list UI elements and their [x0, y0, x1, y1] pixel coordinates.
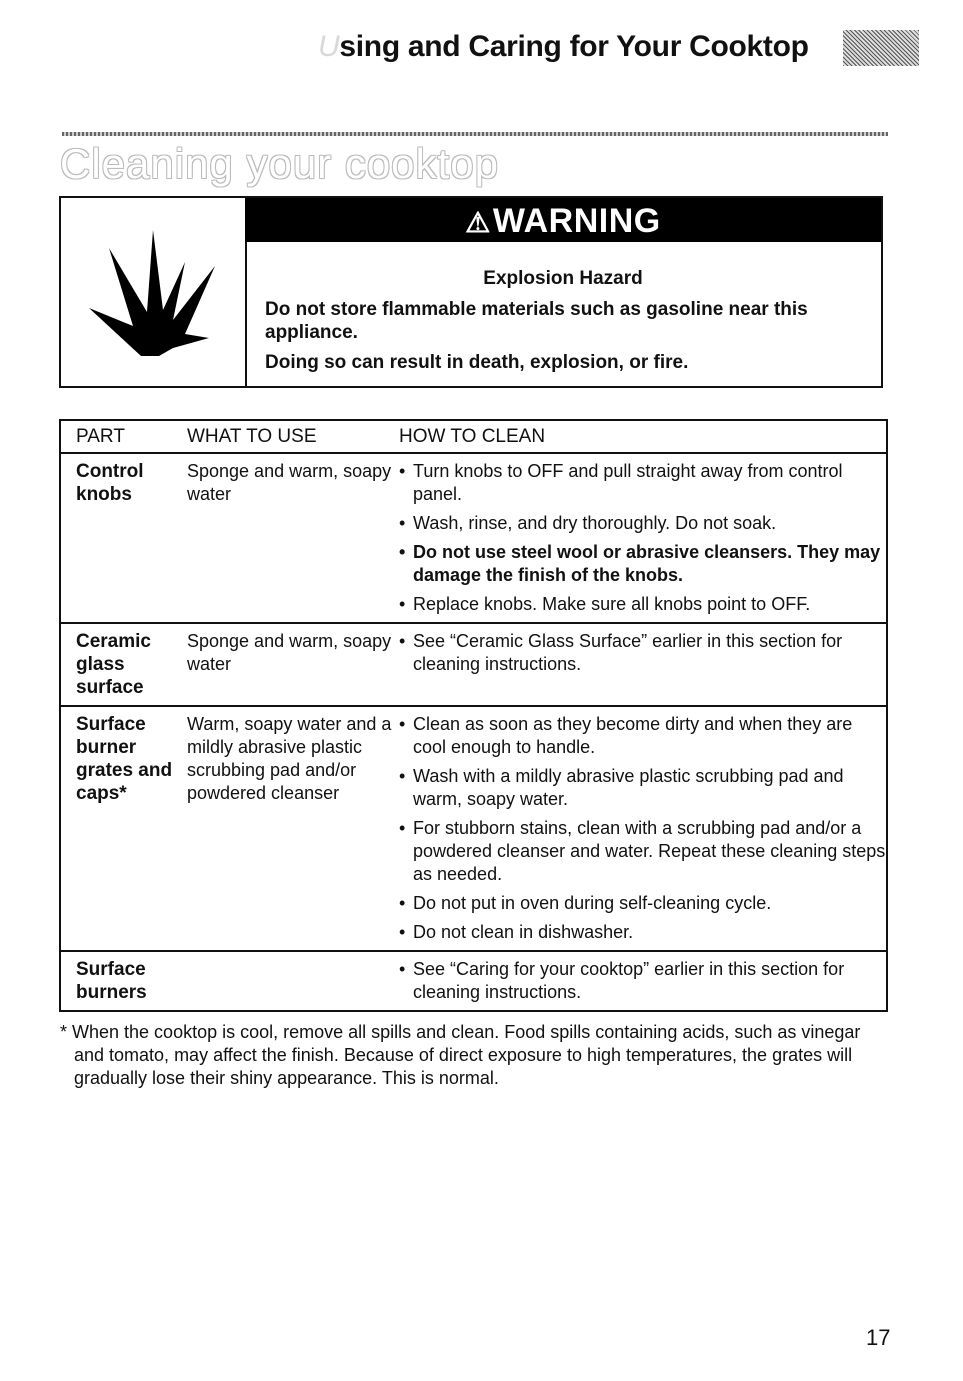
bullet-icon: • — [399, 594, 406, 614]
warning-icon-cell — [61, 198, 247, 386]
table-header — [61, 421, 886, 454]
instruction-text: Wash, rinse, and dry thoroughly. Do not soak. — [413, 513, 777, 533]
what-to-use-cell — [187, 958, 399, 1004]
instruction-list — [399, 460, 886, 616]
bullet-icon: • — [399, 461, 406, 481]
what-to-use-cell: Sponge and warm, soapy water — [187, 461, 392, 504]
warning-banner — [245, 198, 881, 242]
hazard-title: Explosion Hazard — [483, 268, 643, 289]
section-divider — [62, 132, 888, 136]
instruction-text: Do not clean in dishwasher. — [413, 922, 634, 942]
table-body — [61, 454, 886, 1010]
how-to-clean-cell — [399, 713, 886, 944]
bullet-icon: • — [399, 714, 406, 734]
instruction-list — [399, 958, 886, 1004]
bullet-icon: • — [399, 542, 406, 562]
instruction-item — [399, 713, 886, 759]
warning-line: Do not store flammable materials such as gasoline near this appliance. — [265, 299, 808, 343]
bullet-icon: • — [399, 959, 406, 979]
instruction-item — [399, 892, 886, 915]
how-to-clean-cell — [399, 460, 886, 616]
table-row — [61, 707, 886, 952]
instruction-item — [399, 958, 886, 1004]
column-header-part: PART — [76, 426, 125, 447]
bullet-icon: • — [399, 766, 406, 786]
instruction-item — [399, 921, 886, 944]
page-number: 17 — [866, 1325, 891, 1350]
footnote: * When the cooktop is cool, remove all spills and clean. Food spills containing acids, such as vinegar and tomato, may affect the finish. Because of direct exposure to high temperatures, the grates will gradually lose their shiny appearance. This is normal. — [60, 1022, 861, 1088]
instruction-text: Do not use steel wool or abrasive cleansers. They may damage the finish of the knobs. — [413, 542, 881, 585]
part-cell: Surface burner grates and caps* — [76, 714, 173, 804]
header-pattern-decoration — [843, 30, 919, 66]
warning-banner-text: WARNING — [492, 202, 661, 240]
instruction-item — [399, 593, 886, 616]
section-heading: Cleaning your cooktop — [60, 140, 499, 187]
instruction-item — [399, 512, 886, 535]
instruction-item — [399, 541, 886, 587]
table-row — [61, 454, 886, 624]
table-row — [61, 952, 886, 1010]
header-drop-cap: U — [318, 30, 340, 63]
bullet-icon: • — [399, 513, 406, 533]
warning-line: Doing so can result in death, explosion, or fire. — [265, 352, 689, 373]
what-to-use-cell: Sponge and warm, soapy water — [187, 631, 392, 674]
cleaning-table — [59, 419, 888, 1012]
instruction-text: See “Caring for your cooktop” earlier in this section for cleaning instructions. — [413, 959, 845, 1002]
instruction-list — [399, 630, 886, 676]
header-title-text: sing and Caring for Your Cooktop — [339, 30, 809, 63]
warning-box — [59, 196, 883, 388]
instruction-text: Clean as soon as they become dirty and when they are cool enough to handle. — [413, 714, 853, 757]
what-to-use-cell: Warm, soapy water and a mildly abrasive plastic scrubbing pad and/or powdered cleanser — [187, 714, 392, 803]
table-row — [61, 624, 886, 707]
bullet-icon: • — [399, 893, 406, 913]
bullet-icon: • — [399, 818, 406, 838]
warning-triangle-icon: ⚠ — [465, 207, 491, 238]
instruction-text: Turn knobs to OFF and pull straight away from control panel. — [413, 461, 843, 504]
instruction-item — [399, 817, 886, 886]
instruction-item — [399, 460, 886, 506]
instruction-text: For stubborn stains, clean with a scrubbing pad and/or a powdered cleanser and water. Repeat these cleaning steps as needed. — [413, 818, 886, 884]
warning-text — [265, 298, 865, 381]
instruction-text: Wash with a mildly abrasive plastic scrubbing pad and warm, soapy water. — [413, 766, 844, 809]
bullet-icon: • — [399, 631, 406, 651]
instruction-text: Replace knobs. Make sure all knobs point to OFF. — [413, 594, 811, 614]
instruction-list — [399, 713, 886, 944]
explosion-icon — [89, 226, 217, 356]
how-to-clean-cell — [399, 630, 886, 699]
column-header-what: WHAT TO USE — [187, 426, 317, 447]
instruction-item — [399, 630, 886, 676]
part-cell: Control knobs — [76, 461, 144, 505]
part-cell: Ceramic glass surface — [76, 631, 151, 698]
instruction-text: Do not put in oven during self-cleaning cycle. — [413, 893, 772, 913]
page-header-title — [318, 30, 809, 64]
column-header-how: HOW TO CLEAN — [399, 426, 546, 447]
instruction-text: See “Ceramic Glass Surface” earlier in this section for cleaning instructions. — [413, 631, 843, 674]
how-to-clean-cell — [399, 958, 886, 1004]
bullet-icon: • — [399, 922, 406, 942]
part-cell: Surface burners — [76, 959, 147, 1003]
instruction-item — [399, 765, 886, 811]
